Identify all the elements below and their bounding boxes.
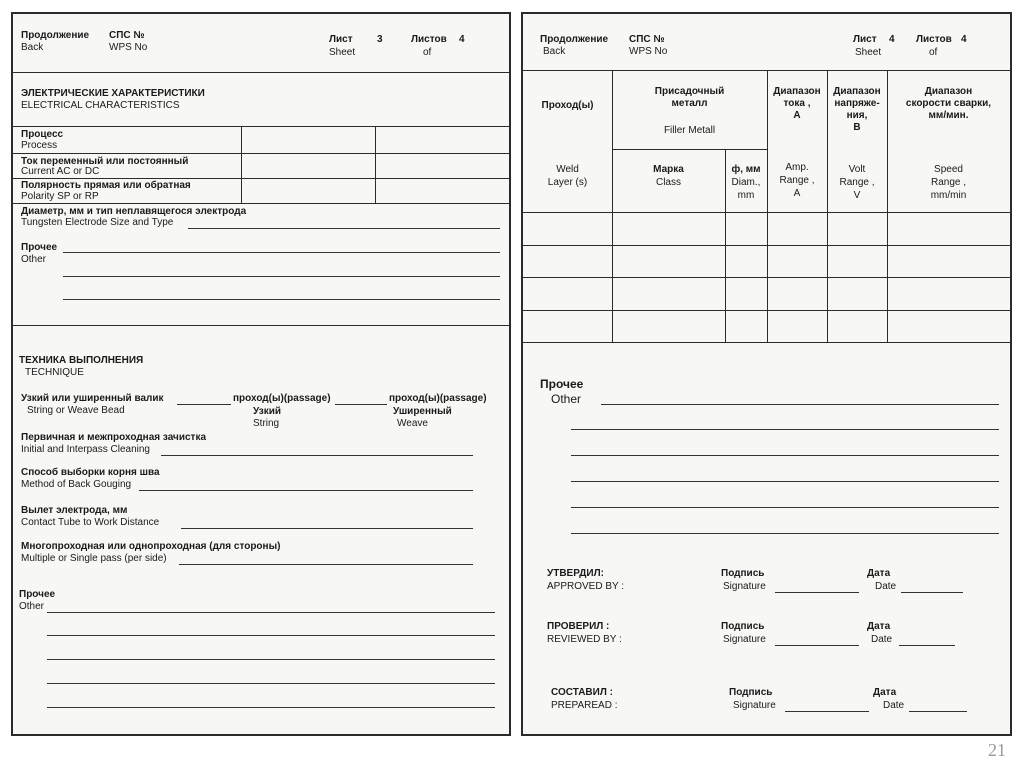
table-col-divider-1 [612, 70, 613, 342]
table-row-divider-2 [523, 277, 1010, 278]
process-col-divider-1 [241, 126, 242, 203]
diameter-header-3: mm [737, 190, 755, 201]
cleaning-field[interactable] [161, 455, 473, 456]
prepared-label-ru: СОСТАВИЛ : [551, 687, 613, 698]
continuation-label-ru: Продолжение [540, 34, 609, 45]
pass-label-ru: Многопроходная или однопроходная (для стороны) [21, 541, 281, 552]
reviewed-signature-label-en: Signature [723, 634, 766, 645]
electrode-field[interactable] [188, 228, 500, 229]
volt-header-ru-2: напряже- [834, 98, 880, 109]
prepared-signature-label-en: Signature [733, 700, 776, 711]
speed-header-ru-1: Диапазон [924, 86, 973, 97]
diameter-header-2: Diam., [731, 177, 761, 188]
speed-header-en-3: mm/min [930, 190, 967, 201]
right-other-field-6[interactable] [571, 533, 999, 534]
technique-title-en: TECHNIQUE [25, 367, 84, 378]
reviewed-label-ru: ПРОВЕРИЛ : [547, 621, 610, 632]
electrical-title-ru: ЭЛЕКТРИЧЕСКИЕ ХАРАКТЕРИСТИКИ [21, 88, 205, 99]
diameter-header-1: ф, мм [731, 164, 761, 175]
technique-other-field-3[interactable] [47, 659, 495, 660]
reviewed-date-label-ru: Дата [867, 621, 891, 632]
right-form-page [521, 12, 1012, 736]
string-label-ru: Узкий [253, 406, 281, 417]
reviewed-signature-field[interactable] [775, 645, 859, 646]
class-header-en: Class [655, 177, 681, 188]
gouging-label-ru: Способ выборки корня шва [21, 467, 160, 478]
wps-label-ru: СПС № [629, 34, 665, 45]
sheet-label-ru: Лист [853, 34, 877, 45]
electrical-other-label-en: Other [21, 254, 47, 265]
process-label-ru: Процесс [21, 129, 64, 140]
current-label-en: Current AC or DC [21, 166, 100, 177]
electrical-title-en: ELECTRICAL CHARACTERISTICS [21, 100, 180, 111]
table-row-divider-3 [523, 310, 1010, 311]
current-row-divider [13, 178, 509, 179]
process-col-divider-2 [375, 126, 376, 203]
volt-header-en-1: Volt [848, 164, 866, 175]
electrical-divider [13, 126, 509, 127]
continuation-label-en: Back [543, 46, 566, 57]
stickout-field[interactable] [181, 528, 473, 529]
right-other-label-en: Other [551, 392, 582, 406]
technique-other-field-4[interactable] [47, 683, 495, 684]
stickout-label-ru: Вылет электрода, мм [21, 505, 128, 516]
string-label-en: String [253, 418, 280, 429]
speed-header-ru-2: скорости сварки, [905, 98, 992, 109]
wps-label-ru: СПС № [109, 30, 145, 41]
right-other-field-2[interactable] [571, 429, 999, 430]
reviewed-date-label-en: Date [871, 634, 893, 645]
technique-title-ru: ТЕХНИКА ВЫПОЛНЕНИЯ [19, 355, 144, 366]
reviewed-date-field[interactable] [899, 645, 955, 646]
sheet-label-en: Sheet [329, 47, 356, 58]
electrical-section-divider [13, 325, 509, 326]
prepared-label-en: PREPAREAD : [551, 700, 618, 711]
prepared-date-label-en: Date [883, 700, 905, 711]
polarity-label-en: Polarity SP or RP [21, 191, 99, 202]
weave-label-en: Weave [397, 418, 428, 429]
prepared-date-label-ru: Дата [873, 687, 897, 698]
header-divider [13, 72, 509, 73]
speed-header-en-2: Range , [930, 177, 967, 188]
amp-header-ru-2: тока , [783, 98, 811, 109]
layer-header-ru: Проход(ы) [541, 100, 594, 111]
electrical-other-field-3[interactable] [63, 299, 500, 300]
volt-header-ru-1: Диапазон [833, 86, 881, 97]
electrode-label-ru: Диаметр, мм и тип неплавящегося электрода [21, 206, 247, 217]
approved-label-ru: УТВЕРДИЛ: [547, 568, 604, 579]
passage-label-1: проход(ы)(passage) [233, 393, 331, 404]
technique-other-field-2[interactable] [47, 635, 495, 636]
filler-header-ru-2: металл [671, 98, 708, 109]
wps-label-en: WPS No [629, 46, 668, 57]
continuation-label-en: Back [21, 42, 44, 53]
wps-label-en: WPS No [109, 42, 148, 53]
process-label-en: Process [21, 140, 58, 151]
electrical-other-field-1[interactable] [63, 252, 500, 253]
table-row-divider-1 [523, 245, 1010, 246]
volt-header-en-3: V [853, 190, 861, 201]
prepared-signature-field[interactable] [785, 711, 869, 712]
speed-header-en-1: Speed [934, 164, 963, 175]
filler-header-ru-1: Присадочный [654, 86, 725, 97]
sheets-label-en: of [423, 47, 432, 58]
amp-header-en-2: Range , [779, 175, 815, 186]
electrical-other-label-ru: Прочее [21, 242, 58, 253]
pass-label-en: Multiple or Single pass (per side) [21, 553, 167, 564]
class-header-ru: Марка [653, 164, 684, 175]
current-label-ru: Ток переменный или постоянный [21, 156, 189, 167]
technique-other-label-ru: Прочее [19, 589, 56, 600]
prepared-date-field[interactable] [909, 711, 967, 712]
technique-other-field-5[interactable] [47, 707, 495, 708]
technique-other-label-en: Other [19, 601, 45, 612]
amp-header-ru-3: А [793, 110, 801, 121]
stickout-label-en: Contact Tube to Work Distance [21, 517, 160, 528]
bead-label-ru: Узкий или уширенный валик [21, 393, 164, 404]
polarity-row-divider [13, 203, 509, 204]
gouging-label-en: Method of Back Gouging [21, 479, 132, 490]
sheet-number: 3 [377, 34, 383, 45]
sheets-label-en: of [929, 47, 938, 58]
volt-header-ru-4: В [853, 122, 861, 133]
layer-header-en-2: Layer (s) [547, 177, 588, 188]
technique-other-field-1[interactable] [47, 612, 495, 613]
string-passage-field[interactable] [177, 404, 231, 405]
table-header-divider [523, 212, 1010, 213]
weave-label-ru: Уширенный [393, 406, 452, 417]
sheets-total: 4 [459, 34, 465, 45]
sheet-number: 4 [889, 34, 895, 45]
approved-signature-field[interactable] [775, 592, 859, 593]
table-bottom-divider [523, 342, 1010, 343]
filler-header-en: Filler Metall [663, 125, 716, 136]
approved-date-field[interactable] [901, 592, 963, 593]
sheets-label-ru: Листов [916, 34, 952, 45]
weave-passage-field[interactable] [335, 404, 387, 405]
gouging-field[interactable] [139, 490, 473, 491]
electrical-other-field-2[interactable] [63, 276, 500, 277]
passage-label-2: проход(ы)(passage) [389, 393, 487, 404]
sheets-total: 4 [961, 34, 967, 45]
sheet-label-en: Sheet [855, 47, 882, 58]
approved-label-en: APPROVED BY : [547, 581, 625, 592]
right-other-label-ru: Прочее [540, 377, 584, 391]
pass-field[interactable] [179, 564, 473, 565]
sheets-label-ru: Листов [411, 34, 447, 45]
approved-signature-label-ru: Подпись [721, 568, 765, 579]
speed-header-ru-3: мм/мин. [928, 110, 969, 121]
approved-date-label-en: Date [875, 581, 897, 592]
right-other-field-1[interactable] [601, 404, 999, 405]
amp-header-en-1: Amp. [785, 162, 809, 173]
volt-header-ru-3: ния, [846, 110, 868, 121]
amp-header-ru-1: Диапазон [773, 86, 821, 97]
page-number: 21 [988, 740, 1006, 760]
continuation-label-ru: Продолжение [21, 30, 90, 41]
layer-header-en-1: Weld [556, 164, 579, 175]
filler-header-divider [612, 149, 767, 150]
amp-header-en-3: A [793, 188, 801, 199]
prepared-signature-label-ru: Подпись [729, 687, 773, 698]
reviewed-label-en: REVIEWED BY : [547, 634, 622, 645]
polarity-label-ru: Полярность прямая или обратная [21, 180, 191, 191]
right-other-field-5[interactable] [571, 507, 999, 508]
cleaning-label-en: Initial and Interpass Cleaning [21, 444, 150, 455]
volt-header-en-2: Range , [839, 177, 875, 188]
approved-signature-label-en: Signature [723, 581, 766, 592]
reviewed-signature-label-ru: Подпись [721, 621, 765, 632]
right-other-field-3[interactable] [571, 455, 999, 456]
approved-date-label-ru: Дата [867, 568, 891, 579]
bead-label-en: String or Weave Bead [27, 405, 125, 416]
sheet-label-ru: Лист [329, 34, 353, 45]
electrode-label-en: Tungsten Electrode Size and Type [21, 217, 174, 228]
process-row-divider [13, 153, 509, 154]
right-other-field-4[interactable] [571, 481, 999, 482]
cleaning-label-ru: Первичная и межпроходная зачистка [21, 432, 207, 443]
left-form-page [11, 12, 511, 736]
